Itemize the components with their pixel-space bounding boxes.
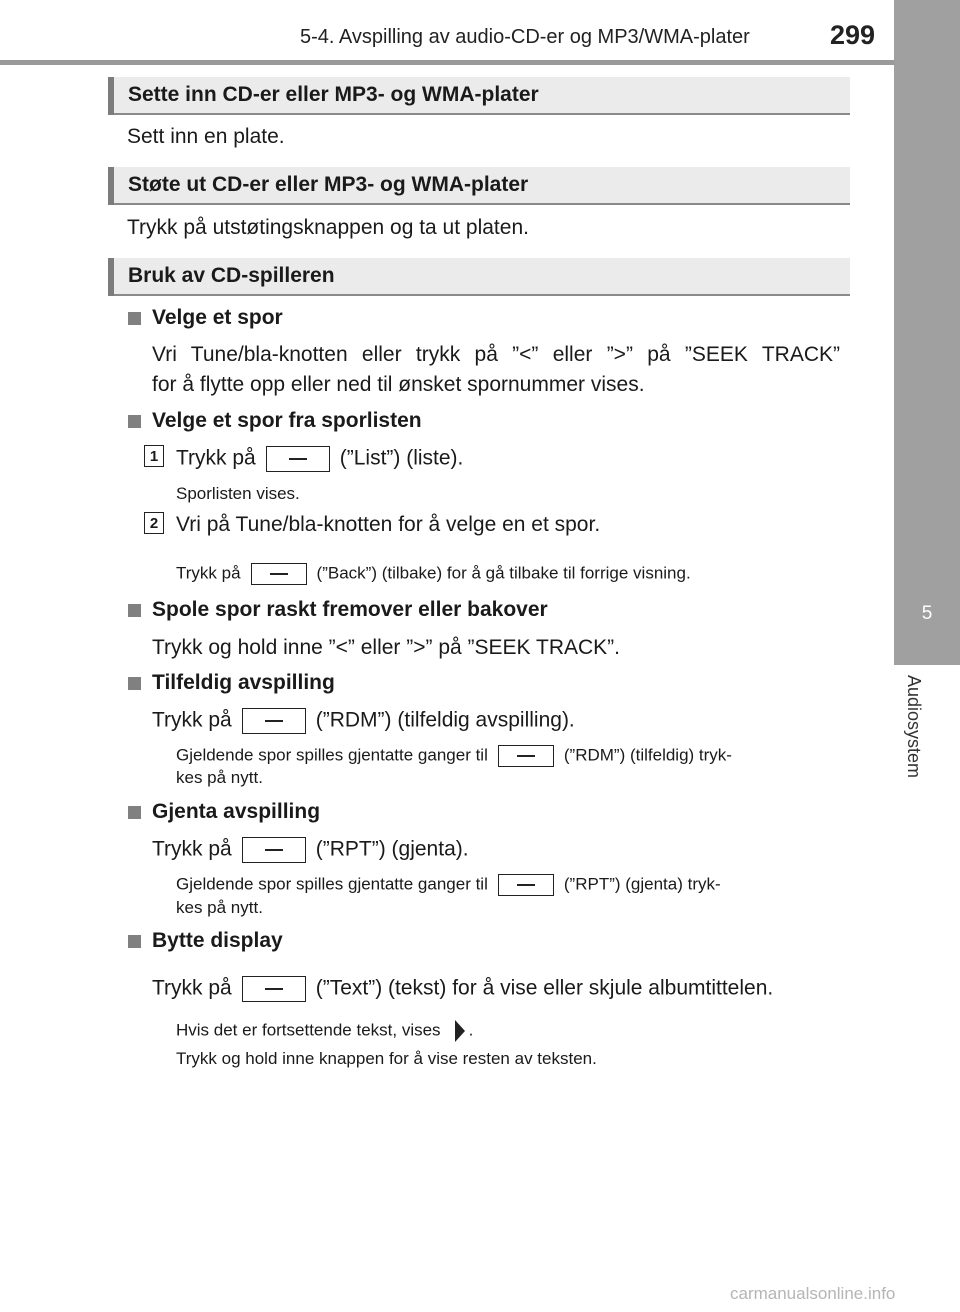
list-button-icon bbox=[266, 446, 330, 472]
repeat-instruction bbox=[152, 837, 469, 863]
display-note1-post: . bbox=[468, 1020, 474, 1040]
back-note bbox=[176, 563, 691, 585]
display-post: (”Text”) (tekst) for å vise eller skjule albumtittelen. bbox=[315, 976, 774, 1000]
random-note-line1 bbox=[176, 745, 732, 767]
step1-line bbox=[176, 446, 463, 472]
subheading-repeat: Gjenta avspilling bbox=[152, 800, 321, 823]
section-title: Bruk av CD-spilleren bbox=[128, 264, 335, 287]
step-number-2: 2 bbox=[144, 512, 164, 534]
rdm-button-icon bbox=[242, 708, 306, 734]
subheading-select-track: Velge et spor bbox=[152, 306, 283, 329]
display-instruction bbox=[152, 976, 773, 1002]
fast-seek-text: Trykk og hold inne ”<” eller ”>” på ”SEEK TRACK”. bbox=[152, 636, 620, 659]
repeat-note-pre: Gjeldende spor spilles gjentatte ganger til bbox=[176, 874, 488, 894]
step2-text: Vri på Tune/bla-knotten for å velge en et spor. bbox=[176, 513, 601, 536]
random-note-line2: kes på nytt. bbox=[176, 768, 263, 787]
subheading-random: Tilfeldig avspilling bbox=[152, 671, 335, 694]
rpt-button-icon bbox=[242, 837, 306, 863]
bullet-square bbox=[128, 604, 141, 617]
section-title: Sette inn CD-er eller MP3- og WMA-plater bbox=[128, 83, 539, 106]
bullet-square bbox=[128, 806, 141, 819]
repeat-post: (”RPT”) (gjenta). bbox=[315, 837, 469, 861]
random-note-pre: Gjeldende spor spilles gjentatte ganger til bbox=[176, 745, 488, 765]
display-note1-pre: Hvis det er fortsettende tekst, vises bbox=[176, 1020, 441, 1040]
bullet-square bbox=[128, 312, 141, 325]
continued-text-arrow-icon bbox=[455, 1020, 465, 1042]
display-note2: Trykk og hold inne knappen for å vise resten av teksten. bbox=[176, 1049, 597, 1068]
page-number: 299 bbox=[830, 20, 876, 50]
display-pre: Trykk på bbox=[152, 976, 232, 1000]
display-note1 bbox=[176, 1020, 473, 1042]
insert-instruction: Sett inn en plate. bbox=[127, 125, 285, 148]
subheading-track-list: Velge et spor fra sporlisten bbox=[152, 409, 422, 432]
subheading-fast-seek: Spole spor raskt fremover eller bakover bbox=[152, 598, 548, 621]
chapter-tab bbox=[894, 0, 960, 665]
back-note-post: (”Back”) (tilbake) for å gå tilbake til forrige visning. bbox=[316, 563, 691, 583]
text-button-icon bbox=[242, 976, 306, 1002]
section-heading-cd-player bbox=[108, 258, 850, 296]
repeat-note-line1 bbox=[176, 874, 721, 896]
header-rule bbox=[0, 60, 894, 65]
repeat-note-post: (”RPT”) (gjenta) tryk- bbox=[563, 874, 721, 894]
rpt-button-icon bbox=[498, 874, 554, 896]
rdm-button-icon bbox=[498, 745, 554, 767]
select-track-line1: Vri Tune/bla-knotten eller trykk på ”<” eller ”>” på ”SEEK TRACK” bbox=[152, 343, 840, 366]
chapter-label-text: Audiosystem bbox=[904, 675, 924, 779]
header-title: 5-4. Avspilling av audio-CD-er og MP3/WMA-plater bbox=[300, 26, 750, 48]
back-note-pre: Trykk på bbox=[176, 563, 241, 583]
repeat-note-line2: kes på nytt. bbox=[176, 898, 263, 917]
back-button-icon bbox=[251, 563, 307, 585]
repeat-pre: Trykk på bbox=[152, 837, 232, 861]
step1-note: Sporlisten vises. bbox=[176, 484, 300, 503]
random-pre: Trykk på bbox=[152, 708, 232, 732]
section-heading-eject bbox=[108, 167, 850, 205]
chapter-number: 5 bbox=[921, 603, 933, 624]
step1-post: (”List”) (liste). bbox=[339, 446, 464, 470]
select-track-line2: for å flytte opp eller ned til ønsket spornummer vises. bbox=[152, 373, 645, 396]
eject-instruction: Trykk på utstøtingsknappen og ta ut platen. bbox=[127, 216, 529, 239]
watermark: carmanualsonline.info bbox=[730, 1284, 896, 1303]
random-note-post: (”RDM”) (tilfeldig) tryk- bbox=[563, 745, 732, 765]
bullet-square bbox=[128, 677, 141, 690]
bullet-square bbox=[128, 935, 141, 948]
step1-pre: Trykk på bbox=[176, 446, 256, 470]
step-number-1: 1 bbox=[144, 445, 164, 467]
section-heading-insert bbox=[108, 77, 850, 115]
section-title: Støte ut CD-er eller MP3- og WMA-plater bbox=[128, 173, 529, 196]
subheading-display: Bytte display bbox=[152, 929, 283, 952]
bullet-square bbox=[128, 415, 141, 428]
chapter-label bbox=[898, 675, 928, 805]
random-post: (”RDM”) (tilfeldig avspilling). bbox=[315, 708, 575, 732]
random-instruction bbox=[152, 708, 575, 734]
